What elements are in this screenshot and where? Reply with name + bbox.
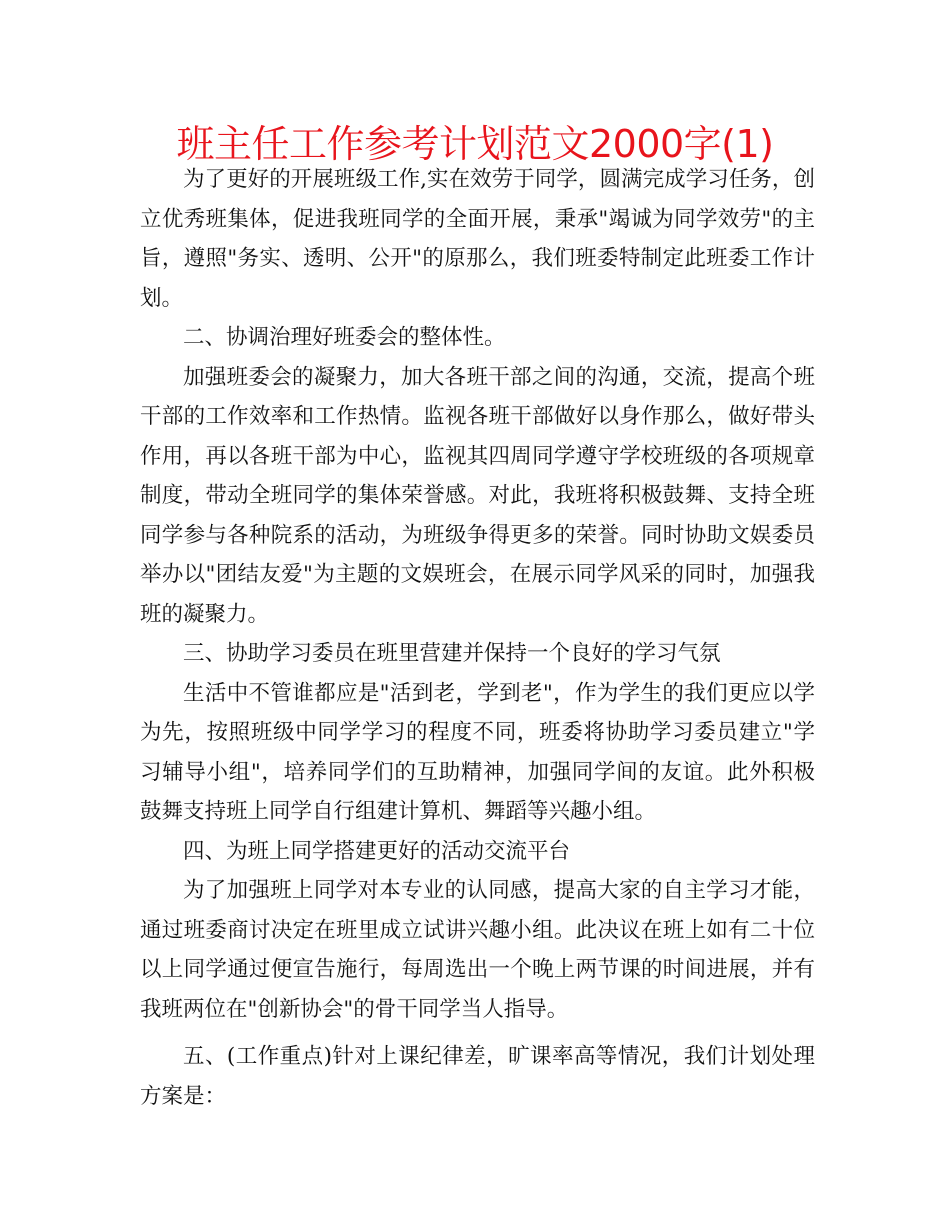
document-title: 班主任工作参考计划范文2000字(1) — [176, 122, 774, 166]
paragraph-cohesion: 加强班委会的凝聚力，加大各班干部之间的沟通，交流，提高个班干部的工作效率和工作热情。监视各班干部做好以身作那么，做好带头作用，再以各班干部为中心，监视其四周同学遵守学校班级的各项规章制度，带动全班同学的集体荣誉感。对此，我班将积极鼓舞、支持全班同学参与各种院系的活动，为班级争得更多的荣誉。同时协助文娱委员举办以"团结友爱"为主题的文娱班会，在展示同学风采的同时，加强我班的凝聚力。 — [140, 364, 815, 627]
paragraph-study-atmosphere: 生活中不管谁都应是"活到老，学到老"，作为学生的我们更应以学为先，按照班级中同学学习的程度不同，班委将协助学习委员建立"学习辅导小组"，培养同学们的互助精神，加强同学间的友谊。此外积极鼓舞支持班上同学自行组建计算机、舞蹈等兴趣小组。 — [140, 680, 815, 824]
paragraph-heading-5: 五、(工作重点)针对上课纪律差，旷课率高等情况，我们计划处理方案是： — [140, 1044, 815, 1109]
paragraph-heading-4: 四、为班上同学搭建更好的活动交流平台 — [183, 838, 571, 864]
paragraph-heading-2: 二、协调治理好班委会的整体性。 — [183, 325, 506, 350]
paragraph-intro: 为了更好的开展班级工作,实在效劳于同学，圆满完成学习任务，创立优秀班集体，促进我班同学的全面开展，秉承"竭诚为同学效劳"的主旨，遵照"务实、透明、公开"的原那么，我们班委特制定此班委工作计划。 — [140, 167, 815, 311]
paragraph-heading-3: 三、协助学习委员在班里营建并保持一个良好的学习气氛 — [183, 641, 721, 666]
document-body — [140, 160, 815, 1116]
paragraph-exchange-platform: 为了加强班上同学对本专业的认同感，提高大家的自主学习才能，通过班委商讨决定在班里成立试讲兴趣小组。此决议在班上如有二十位以上同学通过便宣告施行，每周选出一个晚上两节课的时间进展，并有我班两位在"创新协会"的骨干同学当人指导。 — [140, 878, 815, 1022]
